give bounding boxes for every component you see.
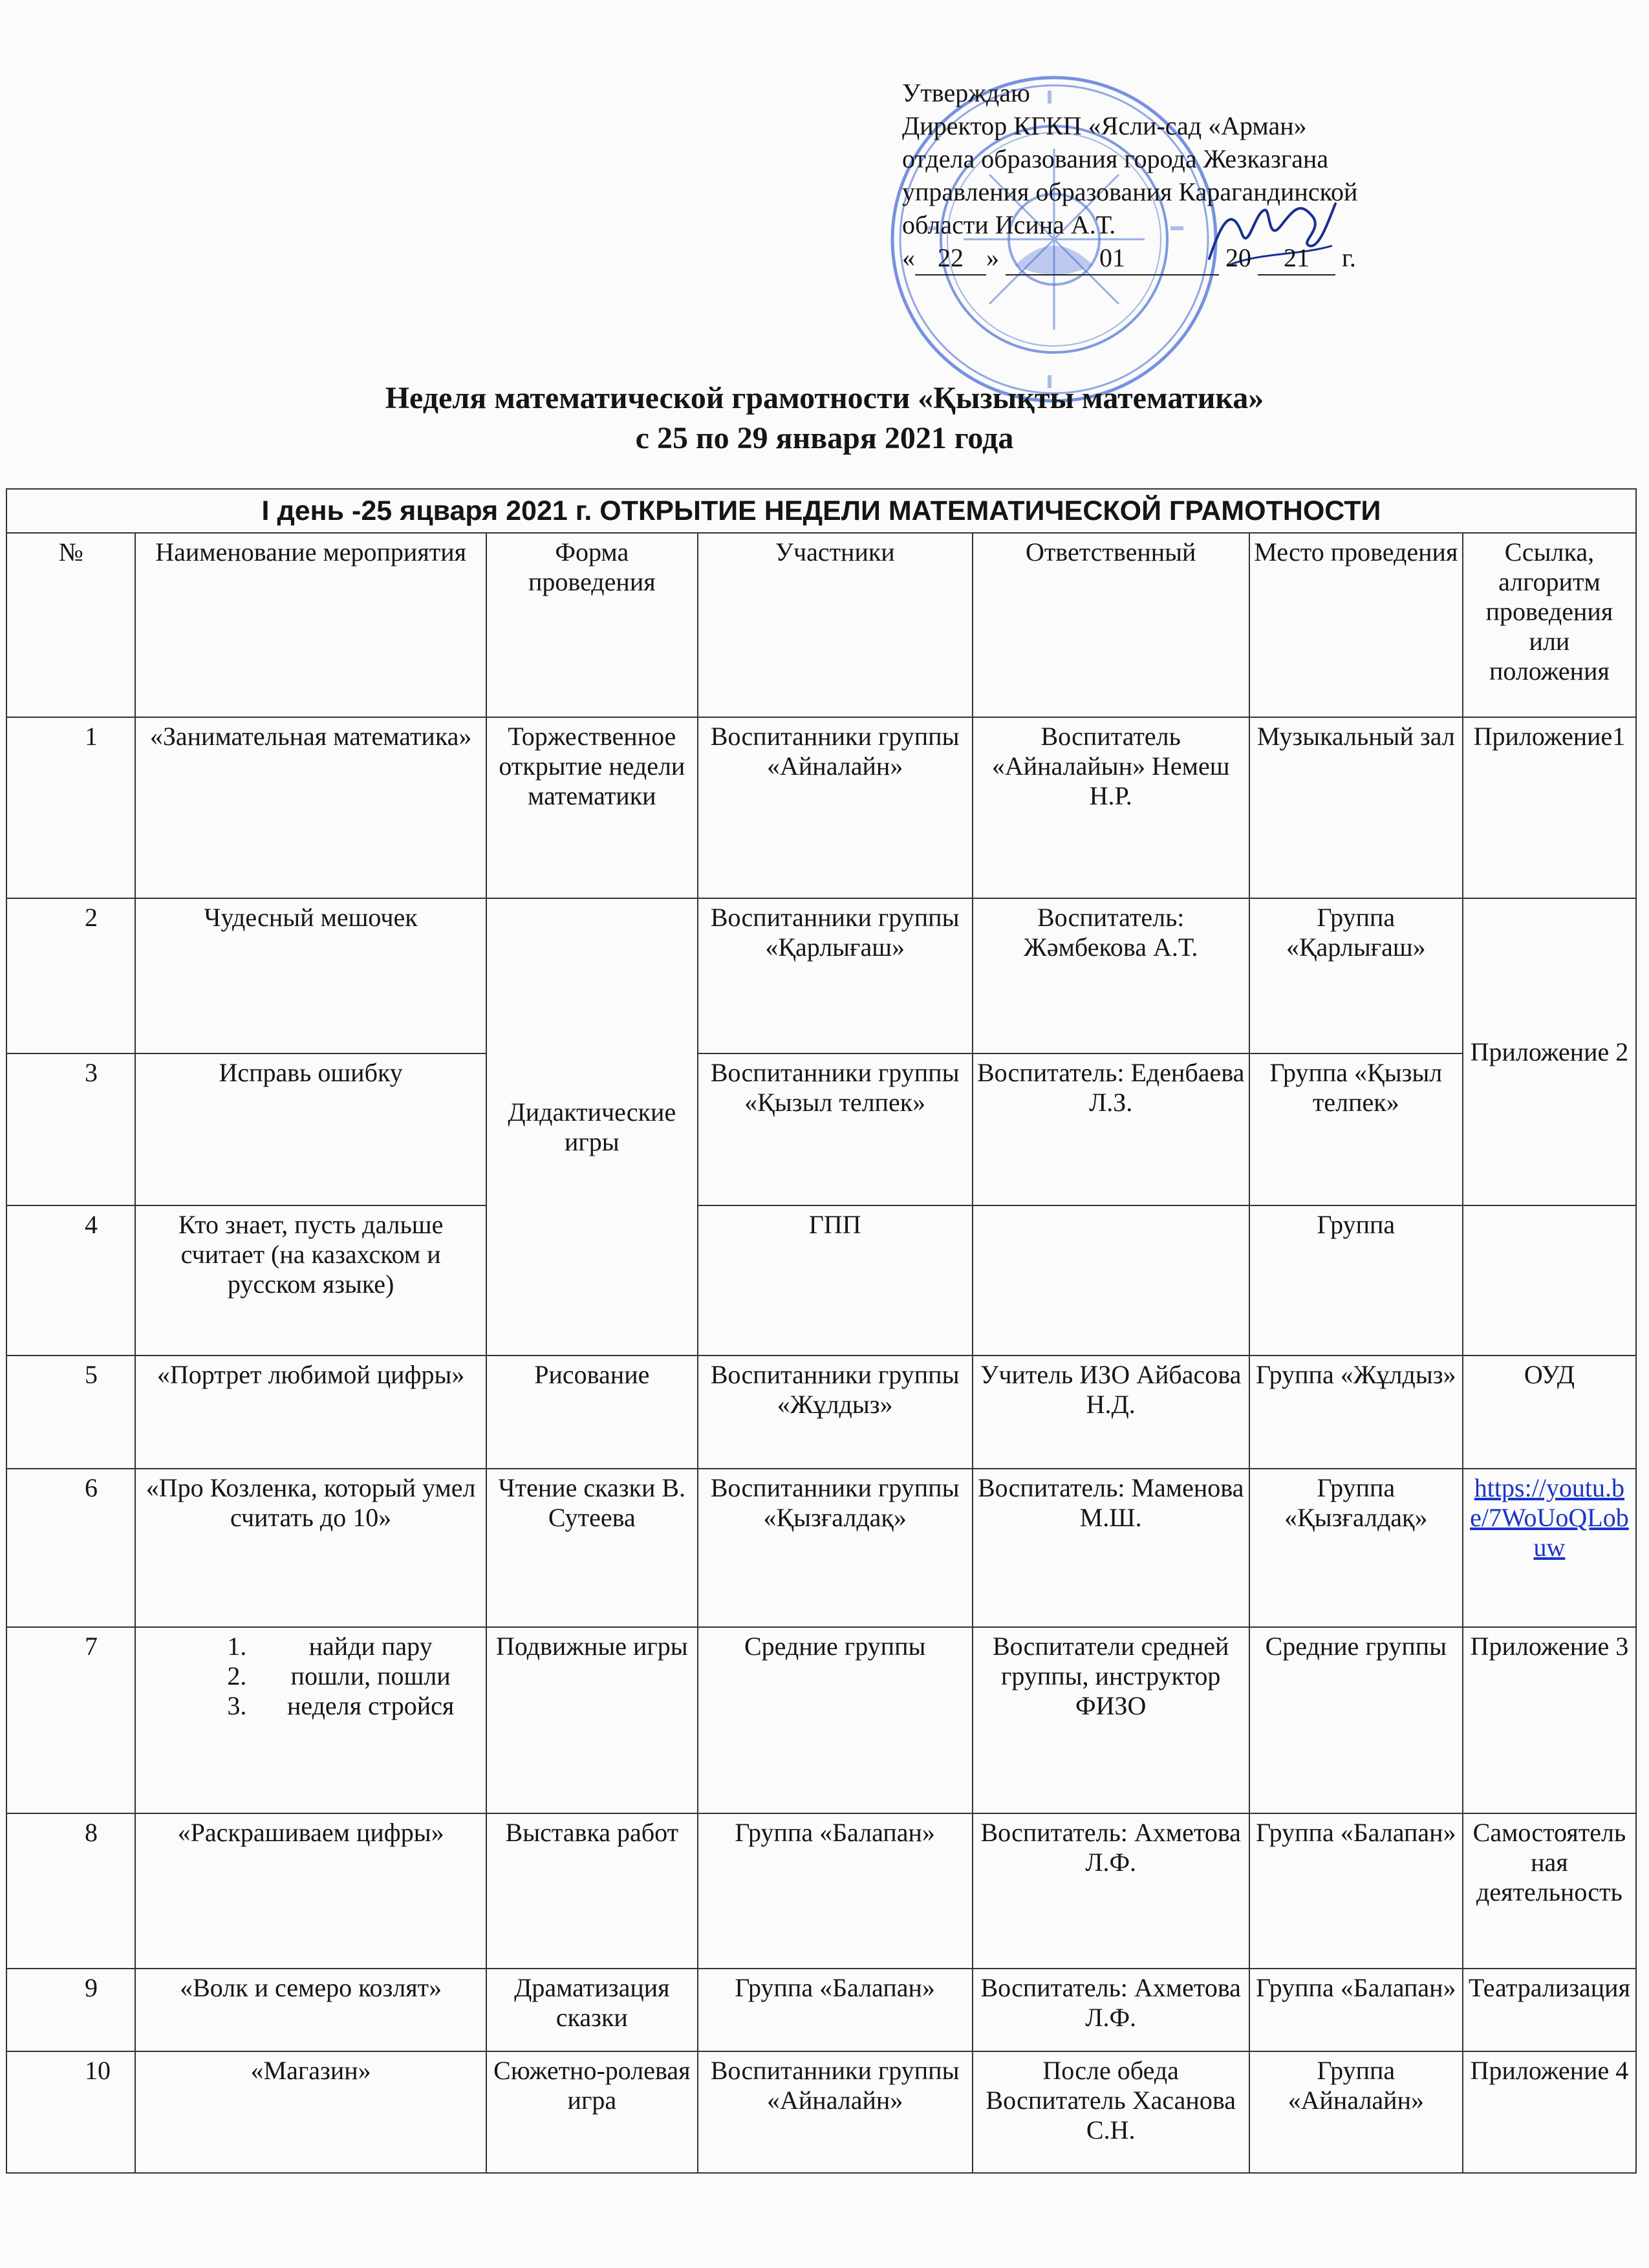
table-row bbox=[6, 1205, 1636, 1355]
column-header: Ссылка, алгоритм проведения или положения bbox=[1463, 533, 1636, 717]
title-line: Неделя математической грамотности «Қызықты математика» bbox=[385, 381, 1264, 415]
event-participants: Группа «Балапан» bbox=[698, 1813, 973, 1969]
date-month: 01 bbox=[1006, 241, 1219, 275]
event-place: Группа bbox=[1249, 1205, 1463, 1355]
event-responsible: После обеда Воспитатель Хасанова С.Н. bbox=[973, 2051, 1249, 2173]
event-participants: Воспитанники группы «Қызыл телпек» bbox=[698, 1053, 973, 1205]
event-form: Выставка работ bbox=[486, 1813, 698, 1969]
event-participants: Воспитанники группы «Қызғалдақ» bbox=[698, 1469, 973, 1627]
event-name bbox=[135, 1627, 486, 1813]
table-row bbox=[6, 898, 1636, 1053]
event-participants: Воспитанники группы «Қарлығаш» bbox=[698, 898, 973, 1053]
event-place: Группа «Айналайн» bbox=[1249, 2051, 1463, 2173]
event-place: Группа «Балапан» bbox=[1249, 1969, 1463, 2051]
event-name: Кто знает, пусть дальше считает (на казахском и русском языке) bbox=[135, 1205, 486, 1355]
event-form: Чтение сказки В. Сутеева bbox=[486, 1469, 698, 1627]
event-name: Исправь ошибку bbox=[135, 1053, 486, 1205]
table-row bbox=[6, 717, 1636, 898]
list-item: 3. неделя стройся bbox=[253, 1691, 482, 1721]
event-name: «Волк и семеро козлят» bbox=[135, 1969, 486, 2051]
table-row bbox=[6, 1053, 1636, 1205]
event-link: Приложение 2 bbox=[1463, 898, 1636, 1205]
event-link: Приложение 3 bbox=[1463, 1627, 1636, 1813]
event-responsible: Воспитатель: Жәмбекова А.Т. bbox=[973, 898, 1249, 1053]
approval-line: управления образования Карагандинской bbox=[902, 177, 1358, 206]
date-year: 21 bbox=[1258, 241, 1335, 275]
event-form: Драматизация сказки bbox=[486, 1969, 698, 2051]
row-number: 3 bbox=[6, 1053, 135, 1205]
event-place: Группа «Жұлдыз» bbox=[1249, 1355, 1463, 1469]
table-row bbox=[6, 1627, 1636, 1813]
table-row bbox=[6, 1469, 1636, 1627]
date-day: 22 bbox=[915, 241, 986, 275]
column-header: Ответственный bbox=[973, 533, 1249, 717]
event-form: Сюжетно-ролевая игра bbox=[486, 2051, 698, 2173]
day-header: I день -25 яцваря 2021 г. ОТКРЫТИЕ НЕДЕЛИ МАТЕМАТИЧЕСКОЙ ГРАМОТНОСТИ bbox=[6, 489, 1636, 533]
date-quote-close: » bbox=[986, 243, 999, 272]
table-row bbox=[6, 2051, 1636, 2173]
event-place: Средние группы bbox=[1249, 1627, 1463, 1813]
event-participants: Группа «Балапан» bbox=[698, 1969, 973, 2051]
event-responsible: Воспитатель «Айналайын» Немеш Н.Р. bbox=[973, 717, 1249, 898]
row-number: 8 bbox=[6, 1813, 135, 1969]
event-name: «Магазин» bbox=[135, 2051, 486, 2173]
column-header: Наименование мероприятия bbox=[135, 533, 486, 717]
row-number: 10 bbox=[6, 2051, 135, 2173]
row-number: 2 bbox=[6, 898, 135, 1053]
event-link-empty bbox=[1463, 1205, 1636, 1355]
event-name: «Занимательная математика» bbox=[135, 717, 486, 898]
event-place: Группа «Қызғалдақ» bbox=[1249, 1469, 1463, 1627]
event-place: Музыкальный зал bbox=[1249, 717, 1463, 898]
event-responsible: Воспитатель: Ахметова Л.Ф. bbox=[973, 1813, 1249, 1969]
event-link bbox=[1463, 1469, 1636, 1627]
event-link: Приложение 4 bbox=[1463, 2051, 1636, 2173]
approval-line: Утверждаю bbox=[902, 78, 1030, 107]
event-name: «Про Козленка, который умел считать до 10» bbox=[135, 1469, 486, 1627]
approval-line: отдела образования города Жезказгана bbox=[902, 144, 1329, 173]
list-item: 1. найди пару bbox=[253, 1632, 482, 1661]
column-header: Форма проведения bbox=[486, 533, 698, 717]
games-list bbox=[140, 1632, 482, 1721]
event-name: «Раскрашиваем цифры» bbox=[135, 1813, 486, 1969]
row-number: 1 bbox=[6, 717, 135, 898]
approval-line: области Исина А.Т. bbox=[902, 210, 1116, 239]
event-link: Приложение1 bbox=[1463, 717, 1636, 898]
event-place: Группа «Балапан» bbox=[1249, 1813, 1463, 1969]
title-dates: с 25 по 29 января 2021 года bbox=[635, 421, 1014, 455]
event-form: Дидактические игры bbox=[486, 898, 698, 1355]
video-link[interactable]: https://youtu.be/7WoUoQLobuw bbox=[1470, 1473, 1629, 1562]
approval-date bbox=[902, 241, 1536, 275]
event-responsible: Воспитатель: Маменова М.Ш. bbox=[973, 1469, 1249, 1627]
event-plan-table bbox=[6, 488, 1637, 2174]
row-number: 7 bbox=[6, 1627, 135, 1813]
date-century: 20 bbox=[1225, 243, 1251, 272]
event-responsible: Воспитатели средней группы, инструктор ФИЗО bbox=[973, 1627, 1249, 1813]
event-link: Театрализация bbox=[1463, 1969, 1636, 2051]
table-row bbox=[6, 1813, 1636, 1969]
row-number: 4 bbox=[6, 1205, 135, 1355]
row-number: 5 bbox=[6, 1355, 135, 1469]
column-header: Участники bbox=[698, 533, 973, 717]
row-number: 6 bbox=[6, 1469, 135, 1627]
event-form: Торжественное открытие недели математики bbox=[486, 717, 698, 898]
event-responsible bbox=[973, 1205, 1249, 1355]
event-participants: Средние группы bbox=[698, 1627, 973, 1813]
event-responsible: Воспитатель: Еденбаева Л.З. bbox=[973, 1053, 1249, 1205]
event-form: Рисование bbox=[486, 1355, 698, 1469]
event-responsible: Воспитатель: Ахметова Л.Ф. bbox=[973, 1969, 1249, 2051]
approval-line: Директор КГКП «Ясли-сад «Арман» bbox=[902, 111, 1307, 140]
event-place: Группа «Қарлығаш» bbox=[1249, 898, 1463, 1053]
event-participants: ГПП bbox=[698, 1205, 973, 1355]
event-participants: Воспитанники группы «Жұлдыз» bbox=[698, 1355, 973, 1469]
row-number: 9 bbox=[6, 1969, 135, 2051]
date-suffix: г. bbox=[1342, 243, 1356, 272]
event-place: Группа «Қызыл телпек» bbox=[1249, 1053, 1463, 1205]
event-form: Подвижные игры bbox=[486, 1627, 698, 1813]
column-header: Место проведения bbox=[1249, 533, 1463, 717]
date-quote-open: « bbox=[902, 243, 915, 272]
event-participants: Воспитанники группы «Айналайн» bbox=[698, 717, 973, 898]
column-header: № bbox=[6, 533, 135, 717]
table-header-row bbox=[6, 533, 1636, 717]
approval-block bbox=[902, 76, 1536, 275]
event-link: ОУД bbox=[1463, 1355, 1636, 1469]
event-name: «Портрет любимой цифры» bbox=[135, 1355, 486, 1469]
event-link: Самостоятельная деятельность bbox=[1463, 1813, 1636, 1969]
table-row bbox=[6, 1969, 1636, 2051]
document-title bbox=[0, 378, 1649, 459]
list-item: 2. пошли, пошли bbox=[253, 1661, 482, 1691]
event-name: Чудесный мешочек bbox=[135, 898, 486, 1053]
event-responsible: Учитель ИЗО Айбасова Н.Д. bbox=[973, 1355, 1249, 1469]
table-row bbox=[6, 1355, 1636, 1469]
event-participants: Воспитанники группы «Айналайн» bbox=[698, 2051, 973, 2173]
